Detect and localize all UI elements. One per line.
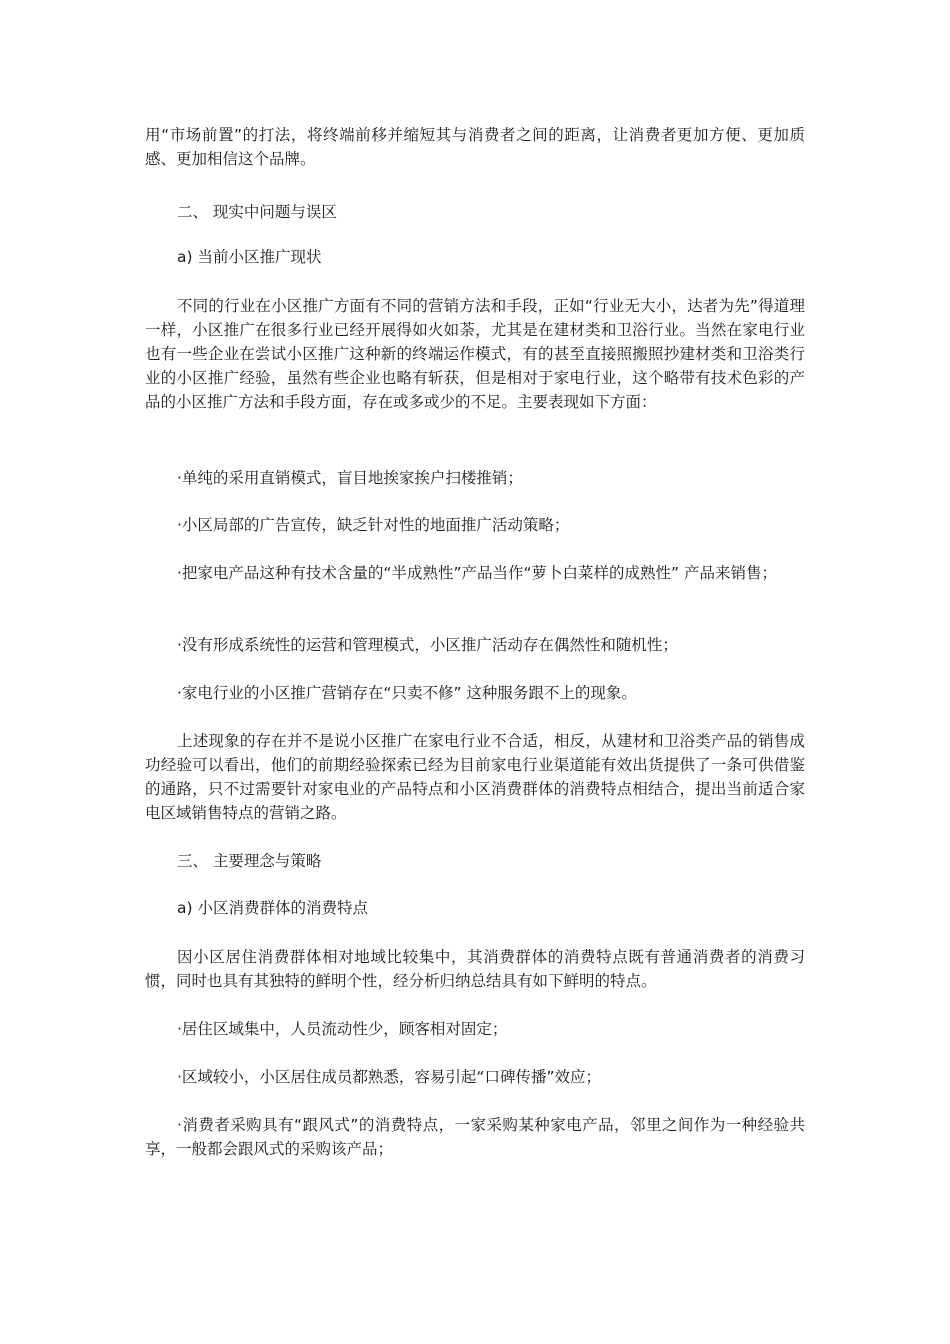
section-heading-problems: 二、 现实中问题与误区 [177,203,337,221]
bullet-no-service: ·家电行业的小区推广营销存在“只卖不修” 这种服务跟不上的现象。 [177,684,637,702]
subheading-current-status: a) 当前小区推广现状 [177,248,322,266]
bullet-no-system: ·没有形成系统性的运营和管理模式，小区推广活动存在偶然性和随机性； [177,636,678,654]
bullet-direct-sales: ·单纯的采用直销模式，盲目地挨家挨户扫楼推销； [177,469,523,487]
paragraph-consumer-traits: 因小区居住消费群体相对地域比较集中，其消费群体的消费特点既有普通消费者的消费习惯，同时也具有其独特的鲜明个性，经分析归纳总结具有如下鲜明的特点。 [145,948,805,990]
bullet-concentrated-area: ·居住区域集中，人员流动性少，顾客相对固定； [177,1020,508,1038]
paragraph-market-front: 用“市场前置”的打法，将终端前移并缩短其与消费者之间的距离，让消费者更加方便、更加质感、更加相信这个品牌。 [145,126,805,168]
bullet-follow-trend: ·消费者采购具有“跟风式”的消费特点，一家采购某种家电产品，邻里之间作为一种经验共享，一般都会跟风式的采购该产品； [145,1116,805,1158]
bullet-word-of-mouth: ·区域较小，小区居住成员都熟悉，容易引起“口碑传播”效应； [177,1068,601,1086]
bullet-local-ads: ·小区局部的广告宣传，缺乏针对性的地面推广活动策略； [177,516,570,534]
bullet-semi-mature-product: ·把家电产品这种有技术含量的“半成熟性”产品当作“萝卜白菜样的成熟性” 产品来销售； [177,564,777,582]
section-heading-strategy: 三、 主要理念与策略 [177,852,322,870]
subheading-consumer-traits: a) 小区消费群体的消费特点 [177,899,368,917]
paragraph-current-status: 不同的行业在小区推广方面有不同的营销方法和手段，正如“行业无大小，达者为先”得道理一样，小区推广在很多行业已经开展得如火如荼，尤其是在建材类和卫浴行业。当然在家电行业也有一些企业在尝试小区推广这种新的终端运作模式，有的甚至直接照搬照抄建材类和卫浴类行业的小区推广经验，虽然有些企业也略有斩获，但是相对于家电行业，这个略带有技术色彩的产品的小区推广方法和手段方面，存在或多或少的不足。主要表现如下方面： [145,297,805,411]
paragraph-conclusion: 上述现象的存在并不是说小区推广在家电行业不合适，相反，从建材和卫浴类产品的销售成功经验可以看出，他们的前期经验探索已经为目前家电行业渠道能有效出货提供了一条可供借鉴的通路，只不过需要针对家电业的产品特点和小区消费群体的消费特点相结合，提出当前适合家电区域销售特点的营销之路。 [145,732,805,822]
